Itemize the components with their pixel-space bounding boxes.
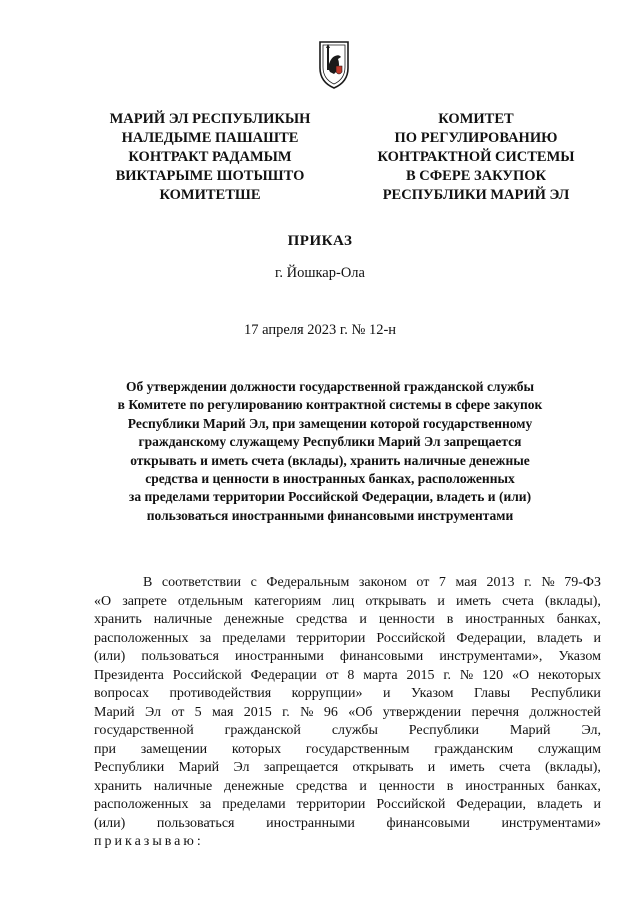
body-word: отдельным bbox=[177, 593, 244, 609]
body-word: соответствии bbox=[161, 575, 242, 590]
header-right-line: РЕСПУБЛИКИ МАРИЙ ЭЛ bbox=[382, 187, 570, 203]
body-word: мая bbox=[212, 704, 234, 720]
body-word: 120 bbox=[482, 667, 504, 683]
body-word: некоторых bbox=[538, 667, 601, 683]
body-word: банках, bbox=[556, 778, 601, 794]
body-line bbox=[94, 667, 601, 686]
body-word: Республики bbox=[408, 723, 479, 738]
body-word: Российской bbox=[376, 630, 446, 646]
body-word: расположенных bbox=[94, 630, 189, 646]
body-word: службы bbox=[331, 723, 378, 738]
body-word: при bbox=[94, 741, 116, 757]
title-line: Об утверждении должности государственной гражданской службы bbox=[126, 379, 534, 394]
body-word: счета bbox=[502, 593, 534, 609]
body-word: денежные bbox=[224, 612, 284, 627]
body-word: наличные bbox=[153, 778, 213, 794]
body-word: Федерации bbox=[250, 667, 317, 683]
body-word: в bbox=[446, 778, 454, 794]
body-word: запрете bbox=[122, 593, 167, 609]
body-word: утверждении bbox=[382, 704, 462, 720]
header-right-line: В СФЕРЕ ЗАКУПОК bbox=[405, 168, 547, 184]
body-word: вопросах bbox=[94, 686, 149, 701]
body-word: и bbox=[427, 760, 436, 775]
title-line: за пределами территории Российской Федерации, владеть и (или) bbox=[128, 489, 532, 505]
body-word: которых bbox=[231, 741, 282, 757]
header-left-line: КОМИТЕТШЕ bbox=[159, 187, 261, 203]
body-word: гражданской bbox=[224, 723, 301, 738]
body-word: (вклады), bbox=[544, 760, 601, 775]
body-word: денежные bbox=[224, 778, 284, 794]
body-line bbox=[94, 648, 601, 667]
body-line bbox=[94, 685, 601, 704]
body-word: Эл bbox=[145, 704, 162, 720]
body-word: за bbox=[199, 630, 212, 646]
body-word: ценности bbox=[378, 612, 435, 627]
body-word: счета bbox=[498, 760, 531, 775]
body-word: иностранных bbox=[465, 778, 545, 794]
body-word: лиц bbox=[332, 593, 355, 609]
body-word: Федерации, bbox=[456, 630, 527, 646]
body-word: 2013 bbox=[486, 575, 515, 590]
body-word: владеть bbox=[537, 797, 583, 812]
body-word: иностранными bbox=[266, 815, 355, 831]
body-word: расположенных bbox=[94, 797, 189, 812]
body-word: ценности bbox=[378, 778, 435, 794]
body-line bbox=[94, 704, 601, 723]
body-word: государственным bbox=[305, 741, 410, 757]
body-word: замещении bbox=[140, 741, 208, 757]
title-line: пользоваться иностранными финансовыми инструментами bbox=[146, 507, 514, 523]
body-word: средства bbox=[296, 778, 348, 794]
body-line bbox=[94, 759, 601, 778]
header-left bbox=[90, 110, 330, 205]
body-word: 8 bbox=[347, 667, 355, 683]
body-word: Указом bbox=[558, 649, 601, 664]
body-word: служащим bbox=[537, 741, 601, 757]
body-word: иностранными bbox=[235, 649, 324, 664]
body-word: иметь bbox=[449, 760, 485, 775]
body-word: (или) bbox=[94, 649, 126, 664]
body-word: «О bbox=[512, 667, 530, 683]
body-word: Главы bbox=[473, 686, 511, 701]
body-word: пределами bbox=[222, 797, 286, 812]
body-word: иметь bbox=[455, 593, 492, 609]
body-word: 96 bbox=[323, 704, 338, 720]
body-word: В bbox=[143, 575, 153, 590]
body-word: запрещается bbox=[263, 760, 339, 775]
body-line bbox=[94, 722, 601, 741]
title-line: Республики Марий Эл, при замещении которой государственному bbox=[127, 415, 533, 431]
body-word: Федерации, bbox=[456, 797, 527, 812]
body-word: перечня bbox=[471, 704, 520, 720]
body-word: от bbox=[171, 704, 185, 720]
body-word: (вклады), bbox=[544, 593, 601, 609]
body-word: Марий bbox=[94, 704, 135, 720]
body-line bbox=[94, 630, 601, 649]
header-right-line: ПО РЕГУЛИРОВАНИЮ bbox=[394, 130, 558, 146]
body-word: и bbox=[593, 630, 601, 646]
body-line bbox=[94, 593, 601, 612]
body-word: Марий bbox=[509, 723, 551, 738]
body-word: (или) bbox=[94, 815, 126, 831]
body-word: и bbox=[359, 778, 367, 794]
header-left-line: КОНТРАКТ РАДАМЫМ bbox=[128, 149, 292, 165]
body-word: финансовыми bbox=[339, 649, 424, 664]
order-word: приказываю: bbox=[94, 834, 204, 849]
body-line bbox=[94, 796, 601, 815]
body-word: № bbox=[541, 575, 555, 590]
body-word: марта bbox=[363, 667, 398, 683]
header-left-line: ВИКТАРЫМЕ ШОТЫШТО bbox=[115, 168, 305, 184]
body-word: наличные bbox=[153, 612, 213, 627]
body-word: от bbox=[416, 575, 430, 590]
body-word: и bbox=[359, 612, 367, 627]
body-word: с bbox=[250, 575, 257, 590]
body-word: Марий bbox=[178, 760, 220, 775]
body-word: Российской bbox=[376, 797, 446, 812]
body-word: г. bbox=[443, 667, 452, 683]
body-word: иностранных bbox=[465, 612, 545, 627]
body-word: г. bbox=[282, 704, 290, 720]
document-date-number: 17 апреля 2023 г. № 12-н bbox=[243, 322, 397, 338]
body-word: хранить bbox=[94, 778, 142, 794]
header-left-line: МАРИЙ ЭЛ РЕСПУБЛИКЫН bbox=[109, 111, 311, 127]
body-word: коррупции» bbox=[291, 686, 363, 701]
body-word: должностей bbox=[529, 704, 601, 720]
body-word: инструментами», bbox=[439, 649, 543, 664]
body-word: финансовыми bbox=[386, 815, 470, 831]
body-word: мая bbox=[455, 575, 477, 590]
body-word: пользоваться bbox=[156, 815, 235, 831]
body-word: Эл bbox=[233, 760, 250, 775]
body-word: № bbox=[459, 667, 474, 683]
body-word: открывать bbox=[352, 760, 414, 775]
coat-of-arms-icon bbox=[316, 38, 352, 90]
body-word: «О bbox=[94, 593, 112, 609]
body-word: 79-ФЗ bbox=[564, 575, 601, 590]
body-word: хранить bbox=[94, 612, 142, 627]
body-word: пределами bbox=[222, 630, 286, 646]
title-line: открывать и иметь счета (вклады), хранить наличные денежные bbox=[130, 452, 530, 468]
body-word: гражданским bbox=[434, 741, 514, 757]
body-word: Эл, bbox=[581, 723, 601, 738]
body-word: законом bbox=[358, 575, 407, 590]
body-word: средства bbox=[296, 612, 348, 627]
title-line: гражданскому служащему Республики Марий Эл запрещается bbox=[138, 434, 522, 450]
body-word: Республики bbox=[530, 686, 601, 701]
body-word: территории bbox=[296, 630, 366, 646]
body-word: и bbox=[382, 686, 391, 701]
document-title bbox=[80, 378, 580, 525]
header-right-line: КОНТРАКТНОЙ СИСТЕМЫ bbox=[377, 149, 575, 165]
header-right bbox=[356, 110, 596, 205]
body-word: и bbox=[593, 797, 601, 812]
body-word: Российской bbox=[172, 667, 242, 683]
body-word: банках, bbox=[556, 612, 601, 627]
body-word: Федеральным bbox=[266, 575, 350, 590]
body-word: категориям bbox=[254, 593, 322, 609]
body-word: в bbox=[446, 612, 454, 627]
title-line: в Комитете по регулированию контрактной системы в сфере закупок bbox=[117, 397, 543, 413]
body-word: Республики bbox=[94, 760, 165, 775]
body-line bbox=[94, 574, 601, 593]
body-word: 5 bbox=[194, 704, 202, 720]
body-word: за bbox=[199, 797, 212, 812]
document-body bbox=[94, 574, 601, 852]
body-word: и bbox=[437, 593, 445, 609]
body-word: № bbox=[300, 704, 314, 720]
body-word: 7 bbox=[438, 575, 446, 590]
body-word: пользоваться bbox=[141, 649, 219, 664]
title-line: средства и ценности в иностранных банках, расположенных bbox=[145, 471, 515, 487]
body-line bbox=[94, 778, 601, 797]
header-right-line: КОМИТЕТ bbox=[438, 111, 514, 127]
body-word: от bbox=[325, 667, 339, 683]
body-word: 2015 bbox=[243, 704, 272, 720]
body-word: территории bbox=[296, 797, 366, 812]
header-left-line: НАЛЕДЫМЕ ПАШАШТЕ bbox=[121, 130, 299, 146]
body-line bbox=[94, 741, 601, 760]
body-line bbox=[94, 611, 601, 630]
body-word: Президента bbox=[94, 667, 164, 683]
body-word: г. bbox=[524, 575, 532, 590]
body-word: «Об bbox=[348, 704, 373, 720]
body-word: владеть bbox=[537, 630, 583, 646]
body-word: открывать bbox=[365, 593, 427, 609]
document-city: г. Йошкар-Ола bbox=[275, 265, 365, 281]
body-word: противодействия bbox=[169, 686, 272, 701]
body-line bbox=[94, 815, 601, 834]
body-word: государственной bbox=[94, 723, 194, 738]
body-word: 2015 bbox=[406, 667, 435, 683]
body-word: Указом bbox=[410, 686, 454, 701]
body-word: инструментами» bbox=[501, 815, 601, 831]
document-type: ПРИКАЗ bbox=[287, 233, 353, 249]
